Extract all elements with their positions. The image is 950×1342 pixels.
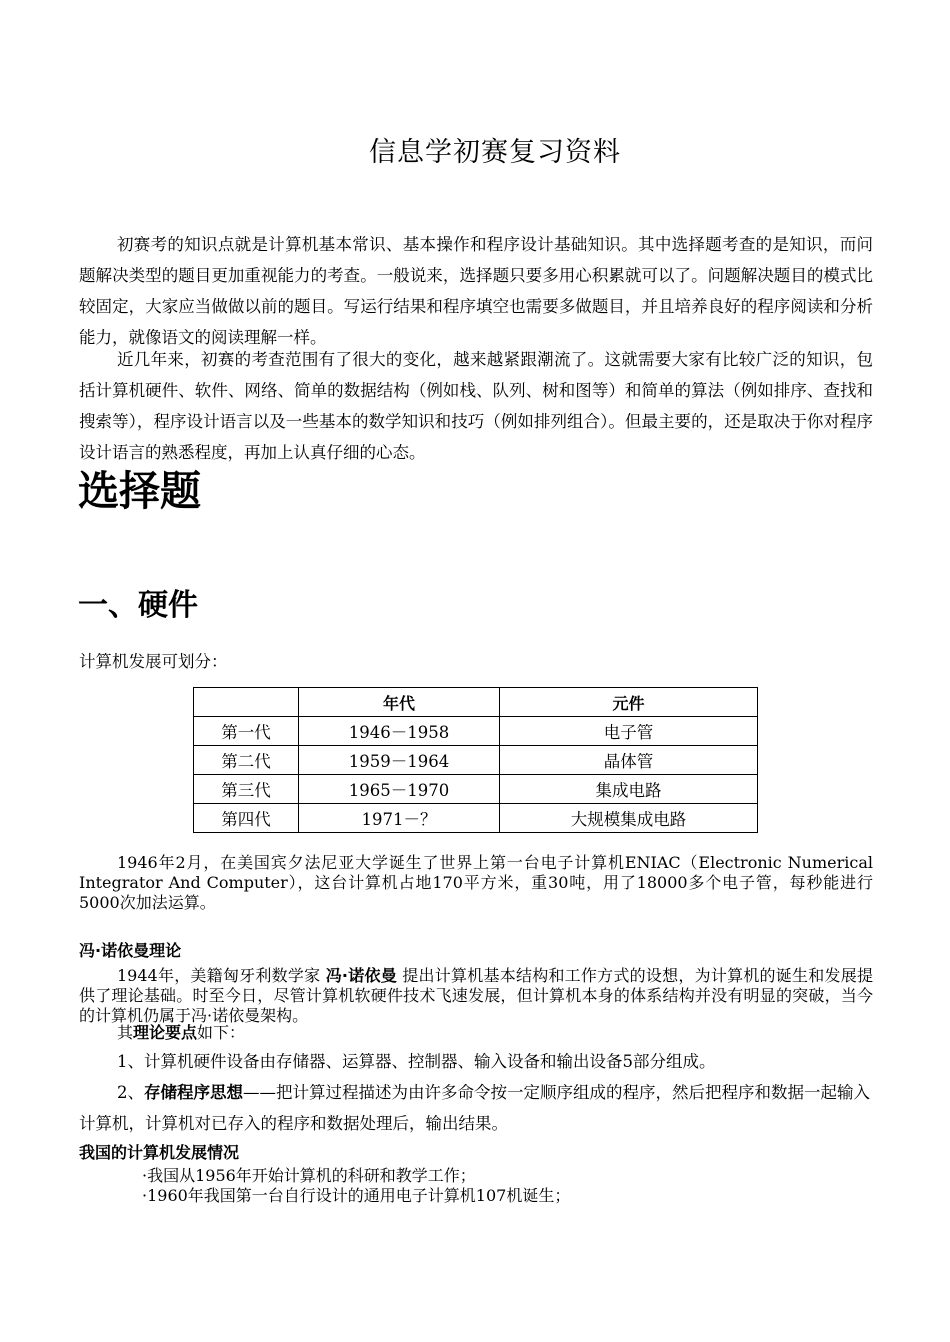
points-bold: 理论要点 [133,1023,198,1042]
subsection-heading: 一、硬件 [78,588,198,623]
point2-rest: ——把计算过程描述为由许多命令按一定顺序组成的程序，然后把程序和数据一起输入计算机，计算机对已存入的程序和数据处理后，输出结果。 [79,1083,870,1133]
table-cell: 晶体管 [500,746,758,775]
table-cell: 1946－1958 [299,717,500,746]
table-header-cell: 元件 [500,688,758,717]
page-title: 信息学初赛复习资料 [369,137,621,168]
table-row [194,746,758,775]
table-cell: 第四代 [194,804,299,833]
points-suffix: 如下： [197,1023,246,1042]
table-row [194,804,758,833]
points-prefix: 其 [117,1023,134,1042]
stored-program-term: 存储程序思想 [144,1083,243,1102]
list-item: ·1960年我国第一台自行设计的通用电子计算机107机诞生； [142,1186,571,1205]
table-cell: 1959－1964 [299,746,500,775]
theory-point-2 [79,1077,873,1139]
table-cell: 1971－？ [299,804,500,833]
intro-paragraph-1: 初赛考的知识点就是计算机基本常识、基本操作和程序设计基础知识。其中选择题考查的是知识，而问题解决类型的题目更加重视能力的考查。一般说来，选择题只要多用心积累就可以了。问题解决题目的模式比较固定，大家应当做做以前的题目。写运行结果和程序填空也需要多做题目，并且培养良好的程序阅读和分析能力，就像语文的阅读理解一样。 [79,235,873,347]
table-cell: 第三代 [194,775,299,804]
vn-text-before: 1944年，美籍匈牙利数学家 [117,966,326,985]
table-cell: 1965－1970 [299,775,500,804]
theory-point-1: 1、计算机硬件设备由存储器、运算器、控制器、输入设备和输出设备5部分组成。 [117,1052,716,1071]
china-heading: 我国的计算机发展情况 [79,1143,240,1162]
vn-text-after: 提出计算机基本结构和工作方式的设想，为计算机的诞生和发展提供了理论基础。时至今日，尽管计算机软硬件技术飞速发展，但计算机本身的体系结构并没有明显的突破，当今的计算机仍属于冯·诺依曼架构。 [79,966,873,1025]
table-cell: 集成电路 [500,775,758,804]
generations-table [193,687,758,833]
point2-prefix: 2、 [117,1083,144,1102]
section-heading: 选择题 [78,467,201,515]
table-cell: 大规模集成电路 [500,804,758,833]
intro-paragraph-2: 近几年来，初赛的考查范围有了很大的变化，越来越紧跟潮流了。这就需要大家有比较广泛的知识，包括计算机硬件、软件、网络、简单的数据结构（例如栈、队列、树和图等）和简单的算法（例如排序、查找和搜索等），程序设计语言以及一些基本的数学知识和技巧（例如排列组合）。但最主要的，还是取决于你对程序设计语言的熟悉程度，再加上认真仔细的心态。 [79,350,873,462]
table-cell: 电子管 [500,717,758,746]
table-row [194,717,758,746]
table-intro: 计算机发展可划分： [79,652,228,671]
eniac-paragraph: 1946年2月，在美国宾夕法尼亚大学诞生了世界上第一台电子计算机ENIAC（Electronic Numerical Integrator And Computer），这台计算机占地170平方米，重30吨，用了18000多个电子管，每秒能进行5000次加法运算。 [79,853,873,912]
table-header-cell [194,688,299,717]
von-neumann-paragraph [79,966,873,1026]
von-neumann-heading: 冯·诺依曼理论 [79,941,182,960]
table-header-row [194,688,758,717]
list-item: ·我国从1956年开始计算机的科研和教学工作； [142,1166,476,1185]
table-cell: 第二代 [194,746,299,775]
table-row [194,775,758,804]
table-cell: 第一代 [194,717,299,746]
theory-points-intro [79,1023,873,1043]
vn-name: 冯·诺依曼 [325,966,397,985]
table-header-cell: 年代 [299,688,500,717]
